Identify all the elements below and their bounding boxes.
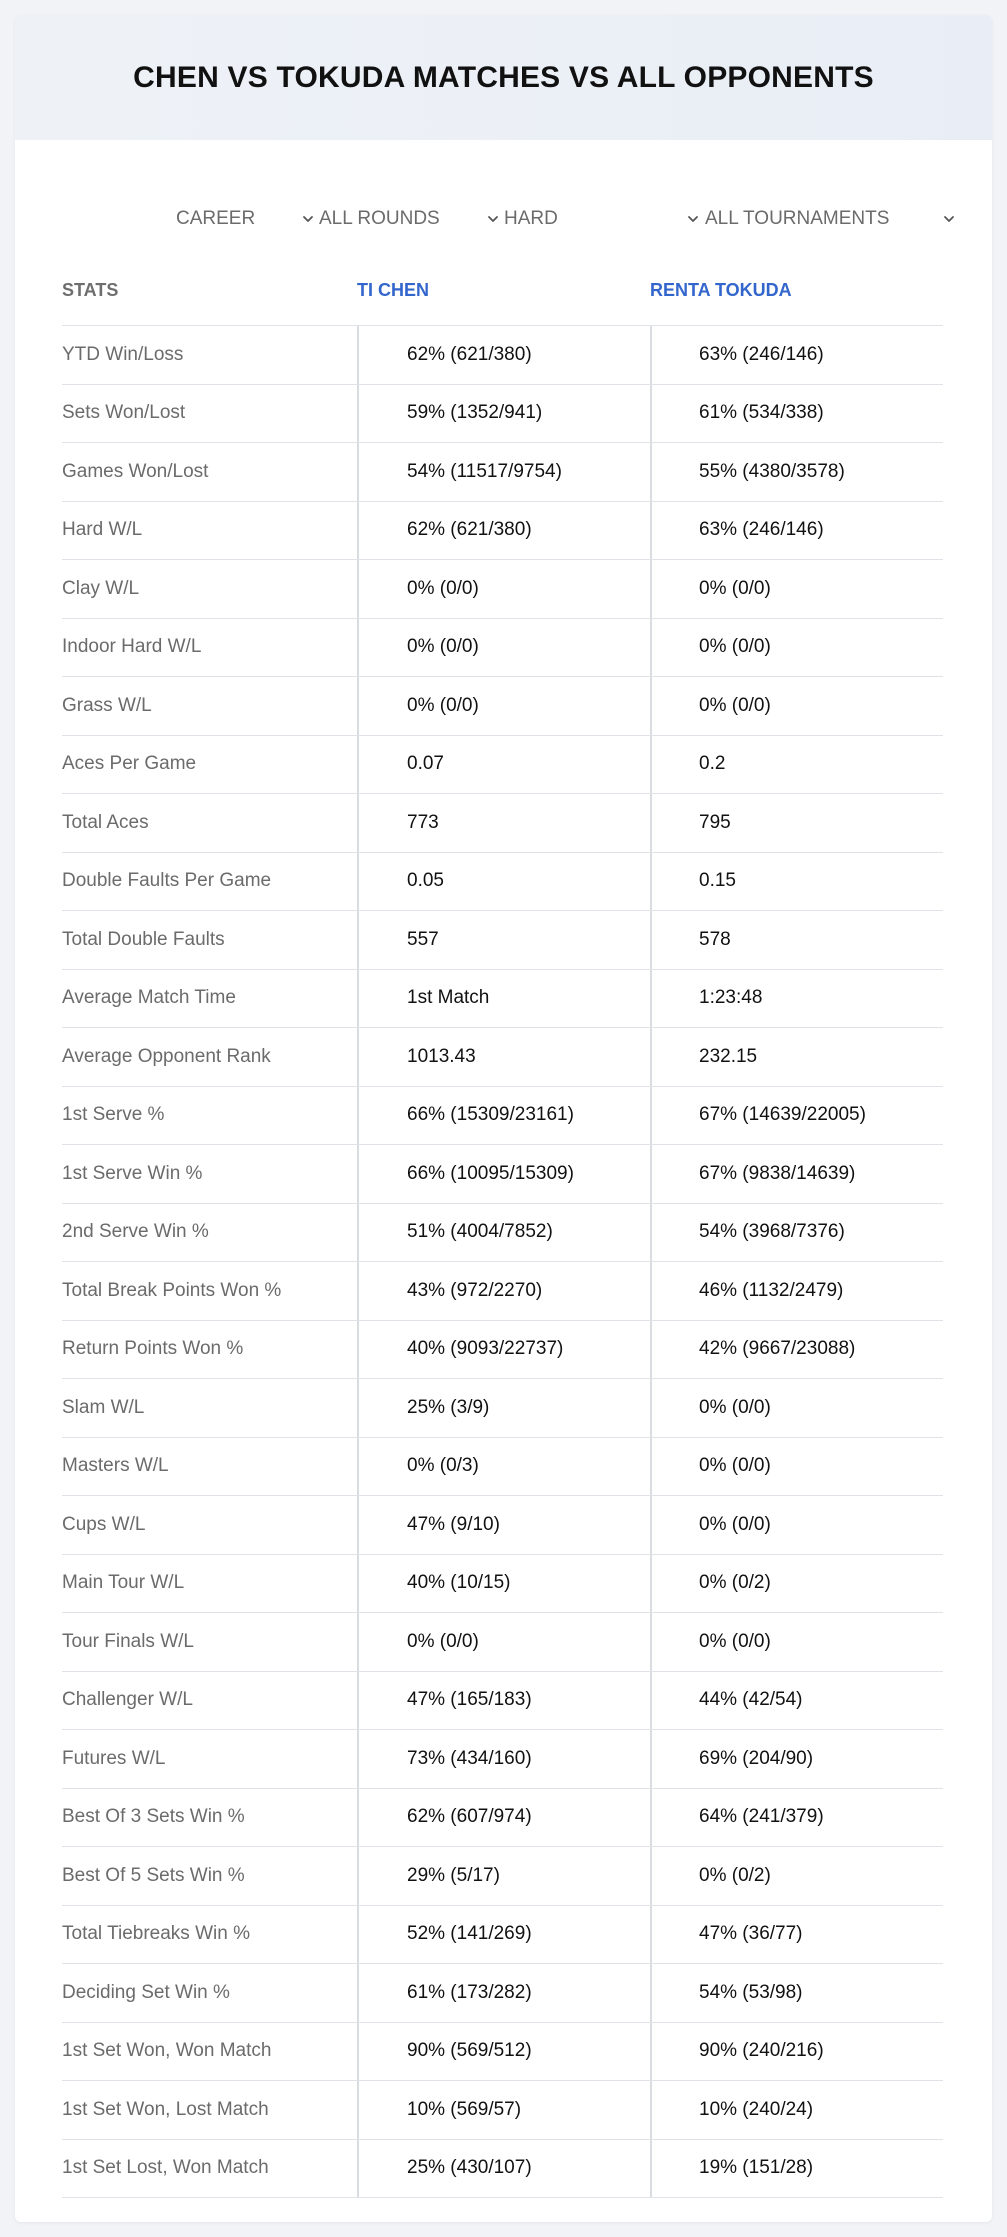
surface-select-value: HARD <box>504 208 558 229</box>
stats-table <box>62 255 943 2198</box>
player2-value: 0% (0/0) <box>650 1613 943 1671</box>
table-row <box>62 736 943 795</box>
stat-label: Masters W/L <box>62 1455 169 1477</box>
player1-value: 0% (0/3) <box>357 1438 650 1496</box>
player1-value: 0% (0/0) <box>357 619 650 677</box>
column-header-player2-link[interactable]: RENTA TOKUDA <box>650 279 792 300</box>
table-row <box>62 1496 943 1555</box>
table-header <box>62 255 943 326</box>
stat-label: Return Points Won % <box>62 1338 244 1360</box>
chevron-down-icon <box>487 213 499 225</box>
table-row <box>62 1087 943 1146</box>
stat-label: Cups W/L <box>62 1513 146 1535</box>
table-row <box>62 2023 943 2082</box>
player1-value: 73% (434/160) <box>357 1730 650 1788</box>
player2-value: 0% (0/0) <box>650 1379 943 1437</box>
stat-label: 1st Set Won, Lost Match <box>62 2098 269 2120</box>
player2-value: 67% (9838/14639) <box>650 1145 943 1203</box>
player2-value: 67% (14639/22005) <box>650 1087 943 1145</box>
table-row <box>62 443 943 502</box>
stat-label: Main Tour W/L <box>62 1572 185 1594</box>
player2-value: 46% (1132/2479) <box>650 1262 943 1320</box>
player1-value: 52% (141/269) <box>357 1906 650 1964</box>
filter-bar <box>15 190 992 250</box>
player2-value: 0% (0/2) <box>650 1555 943 1613</box>
stat-label: 1st Set Won, Won Match <box>62 2040 272 2062</box>
player2-value: 0% (0/0) <box>650 1438 943 1496</box>
player2-value: 19% (151/28) <box>650 2140 943 2198</box>
player2-value: 0% (0/2) <box>650 1847 943 1905</box>
player2-value: 0% (0/0) <box>650 560 943 618</box>
player2-value: 232.15 <box>650 1028 943 1086</box>
player1-value: 773 <box>357 794 650 852</box>
table-row <box>62 911 943 970</box>
player2-value: 54% (53/98) <box>650 1964 943 2022</box>
table-row <box>62 2081 943 2140</box>
player1-value: 40% (9093/22737) <box>357 1321 650 1379</box>
player2-value: 0.2 <box>650 736 943 794</box>
player2-value: 61% (534/338) <box>650 385 943 443</box>
stat-label: Grass W/L <box>62 694 152 716</box>
table-body <box>62 326 943 2198</box>
rounds-select[interactable] <box>319 204 499 234</box>
player1-value: 0% (0/0) <box>357 677 650 735</box>
stat-label: Total Double Faults <box>62 928 225 950</box>
player1-value: 43% (972/2270) <box>357 1262 650 1320</box>
player1-value: 90% (569/512) <box>357 2023 650 2081</box>
player1-value: 66% (15309/23161) <box>357 1087 650 1145</box>
stat-label: Tour Finals W/L <box>62 1630 194 1652</box>
player1-value: 10% (569/57) <box>357 2081 650 2139</box>
player2-value: 42% (9667/23088) <box>650 1321 943 1379</box>
player2-value: 44% (42/54) <box>650 1672 943 1730</box>
player1-value: 25% (3/9) <box>357 1379 650 1437</box>
player1-value: 54% (11517/9754) <box>357 443 650 501</box>
surface-select[interactable] <box>504 204 699 234</box>
player1-value: 0% (0/0) <box>357 560 650 618</box>
player1-value: 47% (165/183) <box>357 1672 650 1730</box>
tournaments-select-value: ALL TOURNAMENTS <box>705 208 890 229</box>
stat-label: Games Won/Lost <box>62 460 209 482</box>
player1-value: 51% (4004/7852) <box>357 1204 650 1262</box>
player1-value: 0.07 <box>357 736 650 794</box>
table-row <box>62 1847 943 1906</box>
stat-label: Sets Won/Lost <box>62 402 186 424</box>
player2-value: 0% (0/0) <box>650 1496 943 1554</box>
stat-label: 1st Serve Win % <box>62 1162 203 1184</box>
player1-value: 47% (9/10) <box>357 1496 650 1554</box>
chevron-down-icon <box>943 213 955 225</box>
player1-value: 1013.43 <box>357 1028 650 1086</box>
stat-label: 1st Serve % <box>62 1104 165 1126</box>
table-row <box>62 1964 943 2023</box>
stat-label: Deciding Set Win % <box>62 1981 230 2003</box>
player1-value: 1st Match <box>357 970 650 1028</box>
table-row <box>62 385 943 444</box>
player2-value: 63% (246/146) <box>650 502 943 560</box>
table-row <box>62 1730 943 1789</box>
stat-label: Hard W/L <box>62 519 143 541</box>
page-title: CHEN VS TOKUDA MATCHES VS ALL OPPONENTS <box>133 60 874 94</box>
stat-label: Indoor Hard W/L <box>62 636 202 658</box>
table-row <box>62 560 943 619</box>
table-row <box>62 853 943 912</box>
table-row <box>62 970 943 1029</box>
player2-value: 63% (246/146) <box>650 326 943 384</box>
column-header-stats: STATS <box>62 279 119 300</box>
table-row <box>62 1672 943 1731</box>
player2-value: 0% (0/0) <box>650 619 943 677</box>
table-row <box>62 1262 943 1321</box>
player2-value: 0% (0/0) <box>650 677 943 735</box>
player1-value: 25% (430/107) <box>357 2140 650 2198</box>
player1-value: 0% (0/0) <box>357 1613 650 1671</box>
player1-value: 61% (173/282) <box>357 1964 650 2022</box>
stat-label: Slam W/L <box>62 1396 145 1418</box>
stat-label: Average Opponent Rank <box>62 1045 271 1067</box>
stats-card <box>15 15 992 2222</box>
player1-value: 40% (10/15) <box>357 1555 650 1613</box>
player1-value: 557 <box>357 911 650 969</box>
table-row <box>62 1204 943 1263</box>
table-row <box>62 1028 943 1087</box>
stat-label: Total Tiebreaks Win % <box>62 1923 250 1945</box>
stat-label: Total Break Points Won % <box>62 1279 282 1301</box>
rounds-select-value: ALL ROUNDS <box>319 208 440 229</box>
chevron-down-icon <box>687 213 699 225</box>
table-row <box>62 1555 943 1614</box>
player1-value: 0.05 <box>357 853 650 911</box>
stat-label: Best Of 5 Sets Win % <box>62 1864 245 1886</box>
table-row <box>62 677 943 736</box>
stat-label: Aces Per Game <box>62 753 197 775</box>
player1-value: 29% (5/17) <box>357 1847 650 1905</box>
player2-value: 64% (241/379) <box>650 1789 943 1847</box>
period-select[interactable] <box>176 204 314 234</box>
tournaments-select[interactable] <box>705 204 955 234</box>
player2-value: 10% (240/24) <box>650 2081 943 2139</box>
table-row <box>62 1379 943 1438</box>
player2-value: 1:23:48 <box>650 970 943 1028</box>
table-row <box>62 1145 943 1204</box>
stat-label: Average Match Time <box>62 987 236 1009</box>
table-row <box>62 2140 943 2199</box>
player2-value: 90% (240/216) <box>650 2023 943 2081</box>
table-row <box>62 502 943 561</box>
stat-label: YTD Win/Loss <box>62 343 184 365</box>
table-row <box>62 1613 943 1672</box>
stat-label: Best Of 3 Sets Win % <box>62 1806 245 1828</box>
player2-value: 0.15 <box>650 853 943 911</box>
table-row <box>62 326 943 385</box>
card-header <box>15 15 992 140</box>
player1-value: 62% (607/974) <box>357 1789 650 1847</box>
player2-value: 795 <box>650 794 943 852</box>
table-row <box>62 619 943 678</box>
table-row <box>62 1789 943 1848</box>
player2-value: 54% (3968/7376) <box>650 1204 943 1262</box>
player1-value: 62% (621/380) <box>357 502 650 560</box>
stat-label: Double Faults Per Game <box>62 870 272 892</box>
stat-label: 1st Set Lost, Won Match <box>62 2157 269 2179</box>
column-header-player1-link[interactable]: TI CHEN <box>357 279 429 300</box>
player2-value: 69% (204/90) <box>650 1730 943 1788</box>
player2-value: 55% (4380/3578) <box>650 443 943 501</box>
table-row <box>62 794 943 853</box>
player1-value: 66% (10095/15309) <box>357 1145 650 1203</box>
period-select-value: CAREER <box>176 208 256 229</box>
player1-value: 62% (621/380) <box>357 326 650 384</box>
chevron-down-icon <box>302 213 314 225</box>
stat-label: Challenger W/L <box>62 1689 193 1711</box>
table-row <box>62 1438 943 1497</box>
player2-value: 47% (36/77) <box>650 1906 943 1964</box>
player1-value: 59% (1352/941) <box>357 385 650 443</box>
stat-label: 2nd Serve Win % <box>62 1221 209 1243</box>
table-row <box>62 1321 943 1380</box>
stat-label: Futures W/L <box>62 1747 166 1769</box>
table-row <box>62 1906 943 1965</box>
stat-label: Clay W/L <box>62 577 140 599</box>
player2-value: 578 <box>650 911 943 969</box>
stat-label: Total Aces <box>62 811 149 833</box>
